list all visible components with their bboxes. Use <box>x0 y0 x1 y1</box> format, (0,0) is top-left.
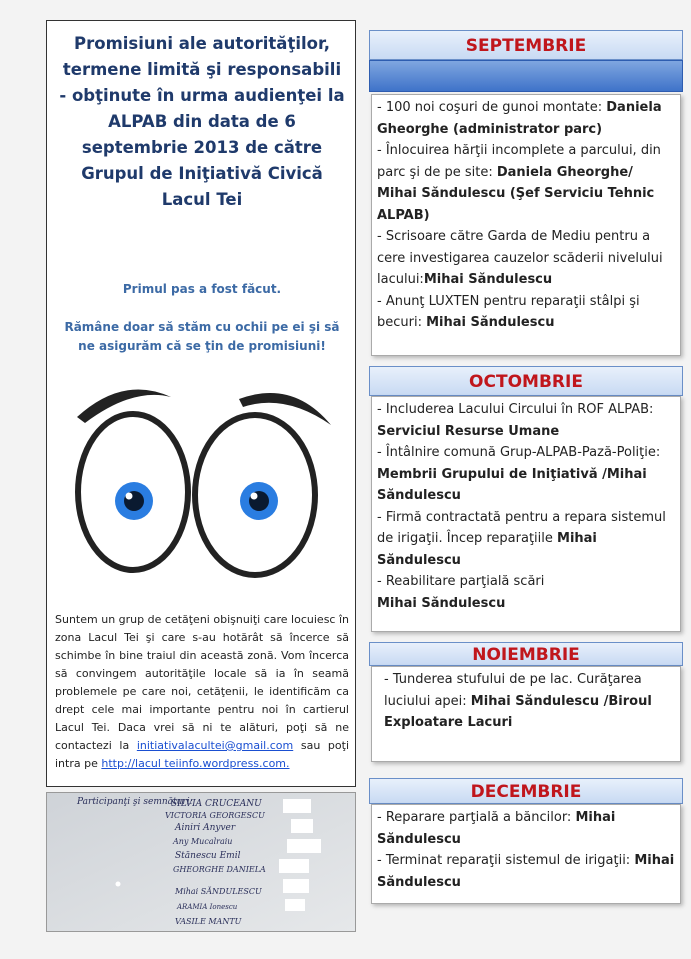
task-responsible: Daniela Gheorghe/ Mihai Săndulescu (Şef Serviciu Tehnic ALPAB) <box>377 164 655 223</box>
month-november-title: NOIEMBRIE <box>369 642 683 666</box>
task-item: - Scrisoare către Garda de Mediu pentru a cere investigarea cauzelor scăderii nivelului lacului:Mihai Săndulescu <box>377 229 663 287</box>
task-responsible: Mihai Săndulescu <box>423 272 553 287</box>
month-december-title: DECEMBRIE <box>369 778 683 804</box>
month-november-card <box>371 666 681 762</box>
task-item: - Includerea Lacului Circului în ROF ALPAB: Serviciul Resurse Umane <box>377 402 654 439</box>
task-item: - Firmă contractată pentru a repara sistemul de irigaţii. Încep reparaţiile Mihai Săndulescu <box>377 509 666 568</box>
month-september-card <box>371 94 681 356</box>
task-responsible: Mihai Săndulescu <box>377 853 675 890</box>
website-link[interactable]: http://lacul teiinfo.wordpress.com. <box>101 757 290 770</box>
signature-4: Any Mucalraiu <box>173 837 233 846</box>
month-november <box>369 642 683 764</box>
month-december-card <box>371 804 681 904</box>
signatures-photo <box>46 792 356 932</box>
task-item: - Reabilitare parţială scări Mihai Săndulescu <box>377 574 545 611</box>
month-october-card <box>371 396 681 632</box>
month-october <box>369 366 683 636</box>
signature-6: GHEORGHE DANIELA <box>173 865 266 874</box>
task-responsible: Serviciul Resurse Umane <box>377 423 560 439</box>
task-responsible: Daniela Gheorghe (administrator parc) <box>377 100 662 137</box>
watching-eyes-icon <box>63 367 343 587</box>
first-step-text: Primul pas a fost făcut. <box>122 282 282 296</box>
task-responsible: Membrii Grupului de Iniţiativă /Mihai Săndulescu <box>377 466 647 503</box>
website-intro-text: sau poţi intra pe <box>55 739 350 770</box>
signature-9: VASILE MANTU <box>175 917 242 926</box>
month-september-title: SEPTEMBRIE <box>369 30 683 60</box>
signature-1: SILVIA CRUCEANU <box>171 799 262 809</box>
flyer-title: Promisiuni ale autorităţilor, termene limită şi responsabili - obţinute în urma audienţei la ALPAB din data de 6 septembrie 2013 de către Grupul de Iniţiativă Civică Lacul Tei <box>59 34 345 209</box>
signature-5: Stănescu Emil <box>175 851 241 861</box>
task-responsible: Mihai Săndulescu <box>426 315 555 330</box>
month-september-bar <box>369 60 683 92</box>
task-responsible: Mihai Săndulescu /Biroul Exploatare Lacuri <box>384 693 652 730</box>
signature-3: Ainiri Anyver <box>175 823 236 833</box>
task-item: - 100 noi coşuri de gunoi montate: Daniela Gheorghe (administrator parc) <box>377 100 662 137</box>
signature-7: Mihai SĂNDULESCU <box>175 887 262 896</box>
task-item: - Întâlnire comună Grup-ALPAB-Pază-Poliţie: Membrii Grupului de Iniţiativă /Mihai Săndulescu <box>377 445 661 503</box>
about-group-text: Suntem un grup de cetăţeni obişnuiţi care locuiesc în zona Lacul Tei şi care s-au hotărât să încerce să schimbe în bine traiul din această zonă. Vom încerca să convingem autorităţile locale să ia în seamă problemele pe care noi, cetăţenii, le identificăm ca drept cele mai importante pentru noi în cartierul Lacul Tei. Daca vrei să ni te alături, poţi să ne contactezi la <box>55 613 349 752</box>
about-group-paragraph <box>55 611 349 773</box>
task-item: - Reparare parţială a băncilor: Mihai Săndulescu <box>377 810 616 847</box>
task-responsible: Mihai Săndulescu <box>377 531 597 568</box>
intro-panel <box>46 20 356 787</box>
task-item: - Anunţ LUXTEN pentru reparaţii stâlpi şi becuri: Mihai Săndulescu <box>377 293 640 330</box>
signature-2: VICTORIA GEORGESCU <box>165 811 265 820</box>
month-october-title: OCTOMBRIE <box>369 366 683 396</box>
task-item: - Terminat reparaţii sistemul de irigaţii: Mihai Săndulescu <box>377 853 675 890</box>
month-september <box>369 30 683 360</box>
task-item: - Înlocuirea hărţii incomplete a parcului, din parc şi de pe site: Daniela Gheorghe/ Mihai Săndulescu (Şef Serviciu Tehnic ALPAB) <box>377 143 661 223</box>
task-item: - Tunderea stufului de pe lac. Curăţarea luciului apei: Mihai Săndulescu /Biroul Exploatare Lacuri <box>384 672 652 730</box>
task-responsible: Mihai Săndulescu <box>377 595 506 611</box>
signatures-header: Participanţi şi semnături: <box>77 797 193 807</box>
task-responsible: Mihai Săndulescu <box>377 810 616 847</box>
signature-8: ARAMIA Ionescu <box>177 903 238 911</box>
watch-them-text: Rămâne doar să stăm cu ochii pe ei şi să ne asigurăm că se ţin de promisiuni! <box>64 320 340 353</box>
email-link[interactable]: initiativalacultei@gmail.com <box>136 739 294 752</box>
month-december <box>369 778 683 908</box>
